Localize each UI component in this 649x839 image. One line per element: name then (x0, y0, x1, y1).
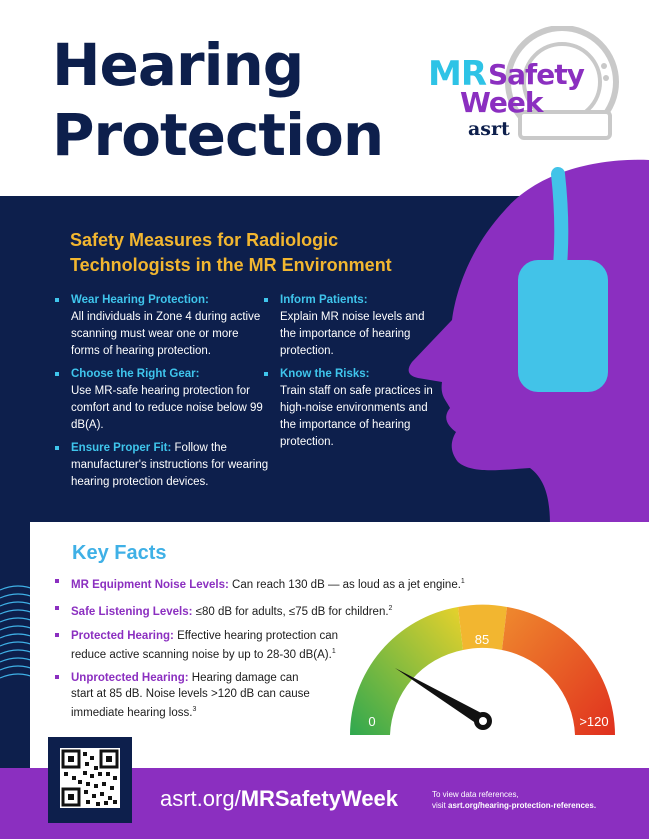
key-facts-list (55, 574, 465, 729)
gauge-max-label: >120 (579, 714, 609, 729)
gauge-needle (395, 668, 487, 726)
logo-week: Week (460, 86, 543, 119)
logo-safety: Safety (488, 58, 584, 91)
safety-heading: Safety Measures for Radiologic Technologists in the MR Environment (70, 230, 392, 275)
list-item: Unprotected Hearing: Hearing damage can start at 85 dB. Noise levels >120 dB can cause immediate hearing loss.$^3$ (55, 670, 321, 721)
gauge-mid-label: 85 (474, 632, 490, 647)
list-item: MR Equipment Noise Levels: Can reach 130 dB — as loud as a jet engine.$^1$ (55, 574, 491, 593)
list-item: Inform Patients: Explain MR noise levels and the importance of hearing protection. (264, 292, 434, 360)
list-item: Wear Hearing Protection: All individuals in Zone 4 during active scanning must wear one or more forms of hearing protection. (55, 292, 270, 360)
gauge-left-segment (350, 607, 463, 735)
key-facts-heading: Key Facts (72, 542, 167, 564)
footer-url-link[interactable]: asrt.org/MRSafetyWeek (160, 786, 399, 811)
qr-code-icon[interactable] (60, 748, 120, 808)
footer-references: To view data references, visit asrt.org/hearing-protection-references. (432, 790, 597, 810)
list-item: Know the Risks: Train staff on safe practices in high-noise environments and the importance of hearing protection. (264, 366, 434, 451)
list-item: Protected Hearing: Effective hearing protection can reduce active scanning noise by up to 28-30 dB(A).$^1$ (55, 628, 355, 663)
noise-gauge (345, 600, 615, 740)
references-link[interactable]: asrt.org/hearing-protection-references. (448, 801, 597, 810)
list-item: Safe Listening Levels: ≤80 dB for adults, ≤75 dB for children.$^2$ (55, 601, 491, 620)
gauge-min-label: 0 (368, 714, 376, 729)
list-item: Choose the Right Gear: Use MR-safe hearing protection for comfort and to reduce noise below 99 dB(A). (55, 366, 270, 434)
page-title: Hearing Protection (52, 31, 384, 169)
safety-list-right (264, 292, 434, 457)
safety-list-left (55, 292, 270, 497)
logo-asrt: asrt (468, 118, 510, 140)
logo-mr: MR (428, 54, 487, 94)
list-item: Ensure Proper Fit: Follow the manufacturer's instructions for wearing hearing protection devices. (55, 440, 270, 491)
